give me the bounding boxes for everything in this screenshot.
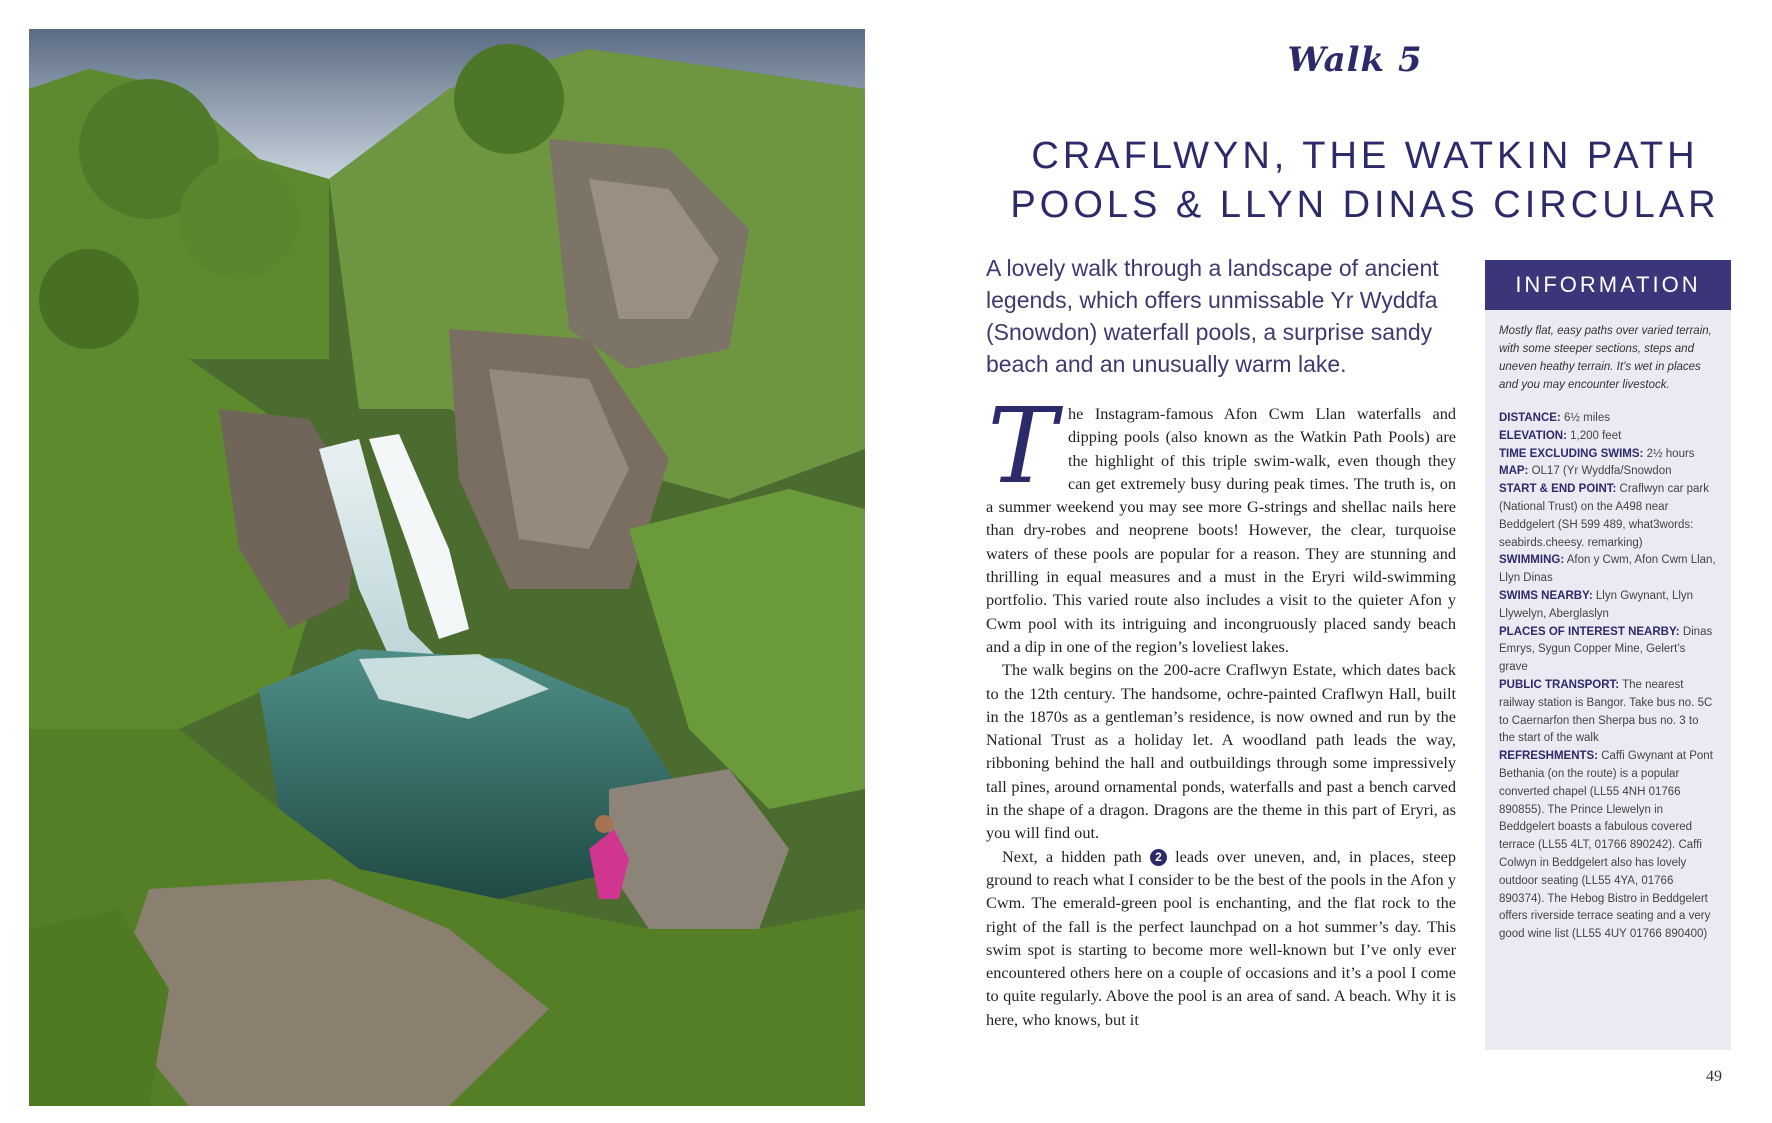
body-paragraph-3 — [986, 845, 1456, 1031]
info-label: MAP: — [1499, 465, 1529, 478]
info-value: 6½ miles — [1563, 412, 1610, 424]
info-item-elevation — [1499, 428, 1717, 446]
info-value: 2½ hours — [1646, 447, 1695, 460]
waterfall-photo — [29, 29, 865, 1106]
info-value: The nearest railway station is Bangor. Take bus no. 5C to Caernarfon then Sherpa bus no. 3 to the start of the walk — [1499, 678, 1713, 745]
info-item-swims-nearby — [1499, 588, 1717, 624]
info-label: DISTANCE: — [1499, 412, 1561, 424]
info-value: Dinas Emrys, Sygun Copper Mine, Gelert’s grave — [1499, 625, 1713, 674]
body-text — [986, 385, 1457, 1031]
page-number: 49 — [1706, 1068, 1722, 1085]
info-label: PLACES OF INTEREST NEARBY: — [1499, 625, 1680, 638]
intro-paragraph: A lovely walk through a landscape of ancient legends, which offers unmissable Yr Wyddfa (Snowdon) waterfall pools, a surprise sandy beach and an unusually warm lake. — [986, 255, 1439, 377]
route-point-marker: 2 — [1150, 849, 1167, 866]
info-value: Afon y Cwm, Afon Cwm Llan, Llyn Dinas — [1499, 554, 1716, 585]
title-line-2: POOLS & LLYN DINAS CIRCULAR — [1010, 184, 1720, 226]
title-line-1: CRAFLWYN, THE WATKIN PATH — [1031, 135, 1699, 177]
info-label: PUBLIC TRANSPORT: — [1499, 678, 1620, 691]
drop-cap: T — [987, 385, 1057, 507]
body-paragraph-3-start: Next, a hidden path — [1002, 846, 1142, 866]
walk-label: Walk 5 — [1287, 40, 1423, 80]
info-value: OL17 (Yr Wyddfa/Snowdon — [1531, 465, 1672, 478]
info-label: SWIMS NEARBY: — [1499, 589, 1593, 602]
info-label: TIME EXCLUDING SWIMS: — [1499, 447, 1644, 460]
information-box — [1485, 260, 1731, 1050]
information-header: INFORMATION — [1485, 260, 1731, 310]
info-value: 1,200 feet — [1570, 429, 1622, 442]
info-value: Craflwyn car park (National Trust) on the A498 near Beddgelert (SH 599 489, what3words: seabirds.cheesy. remarking) — [1499, 483, 1710, 549]
info-item-places-of-interest — [1499, 624, 1717, 677]
body-paragraph-3-end: leads over uneven, and, in places, steep ground to reach what I consider to be the best of the pools in the Afon y Cwm. The emerald-green pool is enchanting, and the flat rock to the right of the fall is the perfect launchpad on a hot summer’s day. This swim spot is starting to become more well-known but I’ve only ever encountered others here on a couple of occasions and it’s a pool I come to quite regularly. Above the pool is an area of sand. A beach. Why it is here, who knows, but it — [986, 846, 1457, 1029]
info-item-start-end — [1499, 481, 1717, 552]
information-list — [1485, 394, 1731, 944]
info-item-refreshments — [1499, 748, 1717, 944]
info-item-time — [1499, 446, 1717, 464]
info-item-distance — [1499, 410, 1717, 428]
body-paragraph-2: The walk begins on the 200-acre Craflwyn Estate, which dates back to the 12th century. The handsome, ochre-painted Craflwyn Hall, built in the 1870s as a gentleman’s residence, is now owned and run by the National Trust as a holiday let. A woodland path leads the way, ribboning behind the hall and outbuildings through some impressively tall pines, around ornamental ponds, waterfalls and past a bench carved in the shape of a dragon. Dragons are the theme in this part of Eryri, as you will find out. — [986, 660, 1456, 843]
page-title — [985, 132, 1745, 230]
body-paragraph-1 — [986, 385, 1456, 658]
info-item-public-transport — [1499, 677, 1717, 748]
information-summary: Mostly flat, easy paths over varied terrain, with some steeper sections, steps and uneven heathy terrain. It’s wet in places and you may encounter livestock. — [1499, 325, 1712, 391]
info-item-map — [1499, 463, 1717, 481]
info-item-swimming — [1499, 552, 1717, 588]
info-label: SWIMMING: — [1499, 554, 1565, 567]
info-value: Llyn Gwynant, Llyn Llywelyn, Aberglaslyn — [1499, 589, 1694, 620]
info-label: REFRESHMENTS: — [1499, 750, 1599, 763]
info-label: START & END POINT: — [1499, 483, 1617, 496]
info-label: ELEVATION: — [1499, 429, 1567, 442]
body-paragraph-1-text: he Instagram-famous Afon Cwm Llan waterfalls and dipping pools (also known as the Watkin Path Pools) are the highlight of this triple swim-walk, even though they can get extremely busy during peak times. The truth is, on a summer weekend you may see more G-strings and shellac nails here than dry-robes and neoprene boots! However, the clear, turquoise waters of these pools are popular for a reason. They are stunning and thrilling in equal measures and a must in the Eryri wild-swimming portfolio. This varied route also includes a visit to the quieter Afon y Cwm pool with its intriguing and incongruously placed sandy beach and a dip in one of the region’s loveliest lakes. — [986, 404, 1456, 656]
info-value: Caffi Gwynant at Pont Bethania (on the route) is a popular converted chapel (LL55 4NH 01766 890855). The Prince Llewelyn in Beddgelert boasts a fabulous covered terrace (LL55 4LT, 01766 890242). Caffi Colwyn in Beddgelert also has lovely outdoor seating (LL55 4YA, 01766 890374). The Hebog Bistro in Beddgelert offers riverside terrace seating and a very good wine list (LL55 4UY 01766 890400) — [1499, 750, 1713, 941]
